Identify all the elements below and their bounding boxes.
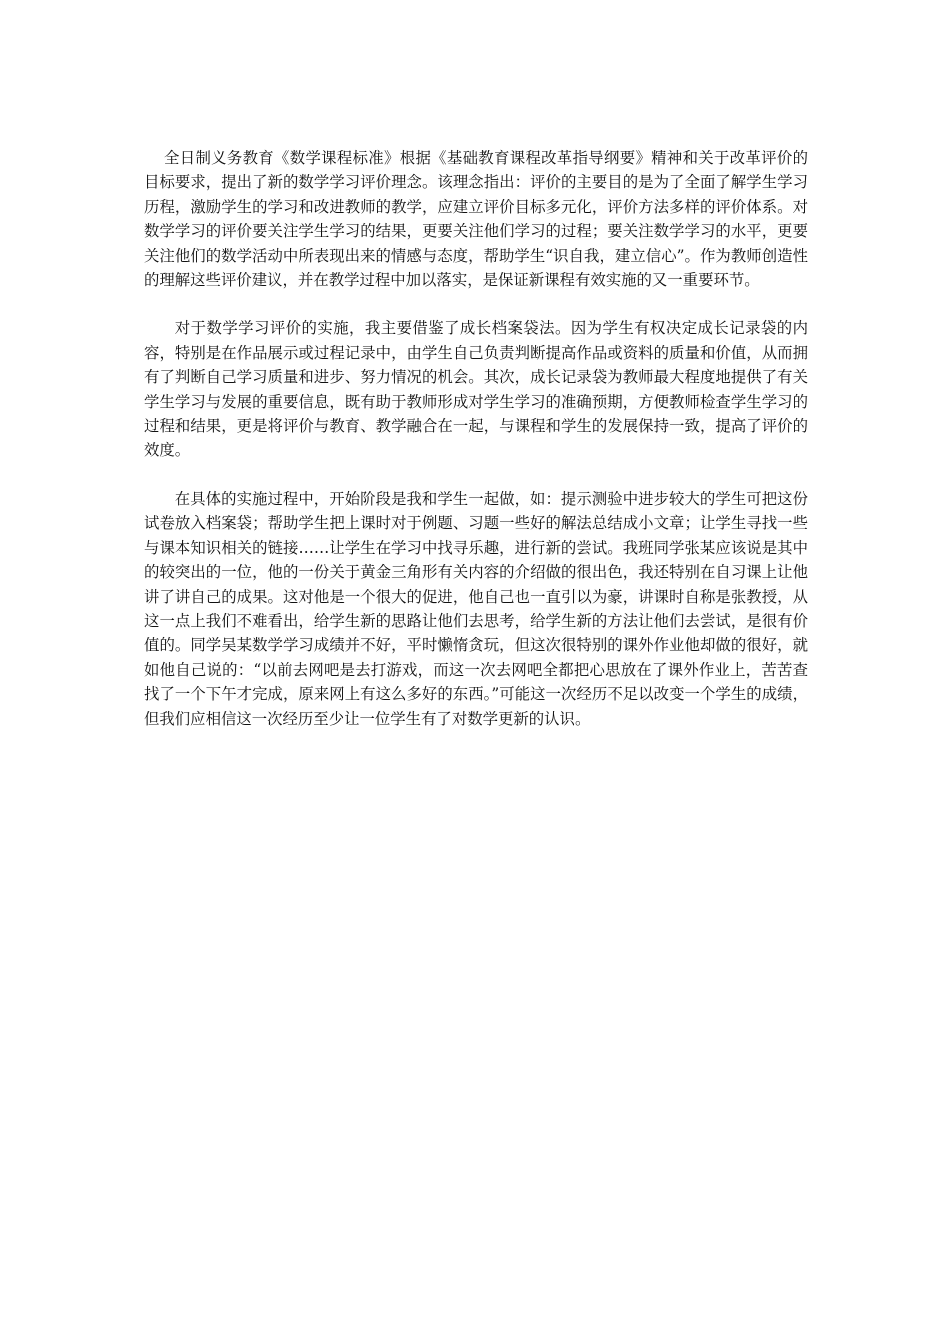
- document-body: [144, 146, 808, 731]
- paragraph-1: 全日制义务教育《数学课程标准》根据《基础教育课程改革指导纲要》精神和关于改革评价的目标要求，提出了新的数学学习评价理念。该理念指出：评价的主要目的是为了全面了解学生学习历程，激励学生的学习和改进教师的教学，应建立评价目标多元化，评价方法多样的评价体系。对数学学习的评价要关注学生学习的结果，更要关注他们学习的过程；要关注数学学习的水平，更要关注他们的数学活动中所表现出来的情感与态度，帮助学生“识自我，建立信心”。作为教师创造性的理解这些评价建议，并在教学过程中加以落实，是保证新课程有效实施的又一重要环节。: [144, 149, 808, 290]
- paragraph-2: 对于数学学习评价的实施，我主要借鉴了成长档案袋法。因为学生有权决定成长记录袋的内容，特别是在作品展示或过程记录中，由学生自己负责判断提高作品或资料的质量和价值，从而拥有了判断自己学习质量和进步、努力情况的机会。其次，成长记录袋为教师最大程度地提供了有关学生学习与发展的重要信息，既有助于教师形成对学生学习的准确预期，方便教师检查学生学习的过程和结果，更是将评价与教育、教学融合在一起，与课程和学生的发展保持一致，提高了评价的效度。: [144, 319, 808, 460]
- paragraph-3: 在具体的实施过程中，开始阶段是我和学生一起做，如：提示测验中进步较大的学生可把这份试卷放入档案袋；帮助学生把上课时对于例题、习题一些好的解法总结成小文章；让学生寻找一些与课本知识相关的链接……让学生在学习中找寻乐趣，进行新的尝试。我班同学张某应该说是其中的较突出的一位，他的一份关于黄金三角形有关内容的介绍做的很出色，我还特别在自习课上让他讲了讲自己的成果。这对他是一个很大的促进，他自己也一直引以为豪，讲课时自称是张教授，从这一点上我们不难看出，给学生新的思路让他们去思考，给学生新的方法让他们去尝试，是很有价值的。同学吴某数学学习成绩并不好，平时懒惰贪玩，但这次很特别的课外作业他却做的很好，就如他自己说的：“以前去网吧是去打游戏，而这一次去网吧全都把心思放在了课外作业上，苦苦查找了一个下午才完成，原来网上有这么多好的东西。”可能这一次经历不足以改变一个学生的成绩，但我们应相信这一次经历至少让一位学生有了对数学更新的认识。: [144, 489, 808, 728]
